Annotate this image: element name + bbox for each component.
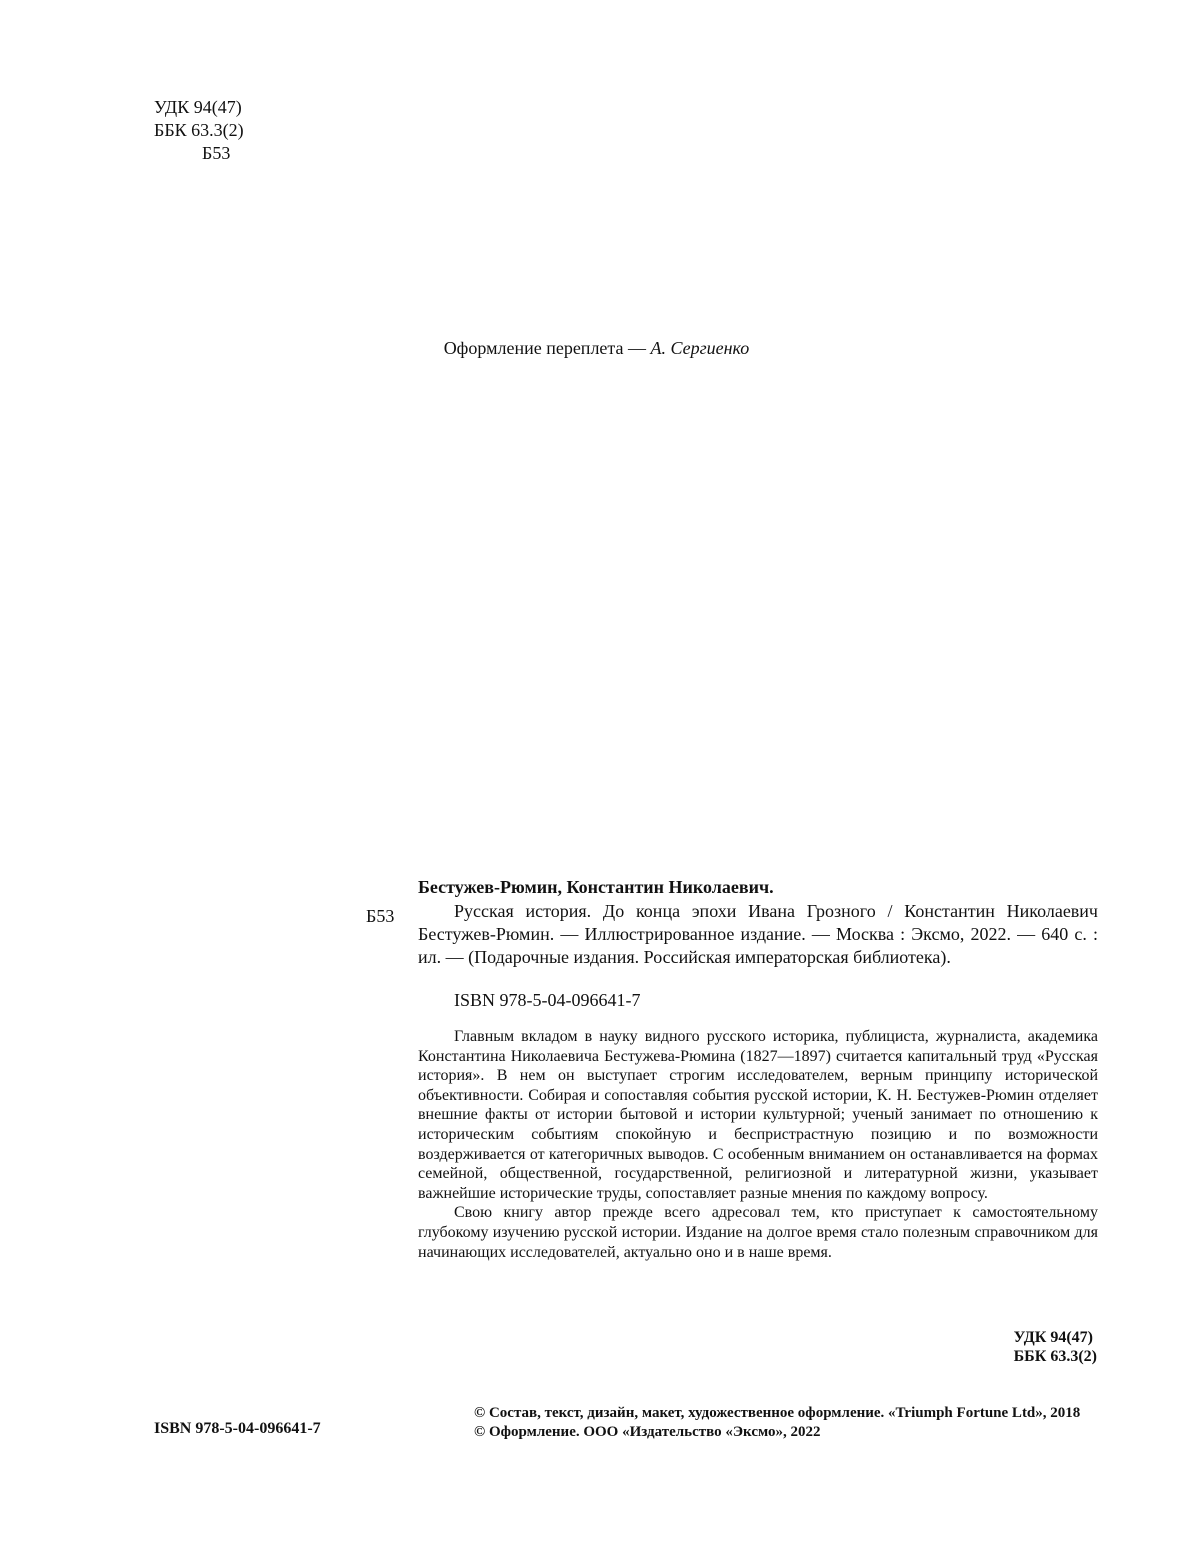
classification-codes-bottom [1014, 1328, 1097, 1366]
bibliographic-description: Русская история. До конца эпохи Ивана Грозного / Константин Николаевич Бестужев-Рюмин. — Иллюстрированное издание. — Москва : Эксмо, 2022. — 640 с. : ил. — (Подарочные издания. Российская императорская библиотека). [418, 901, 1098, 967]
author-heading: Бестужев-Рюмин, Константин Николаевич. [418, 877, 774, 897]
isbn-footer: ISBN 978-5-04-096641-7 [154, 1420, 321, 1437]
cover-design-credit [0, 338, 1193, 359]
copyright-line: © Оформление. ООО «Издательство «Эксмо», 2022 [474, 1424, 821, 1440]
bbk-code-bottom: ББК 63.3(2) [1013, 1348, 1097, 1365]
annotation-paragraph: Свою книгу автор прежде всего адресовал тем, кто приступает к самостоятельному глубокому изучению русской истории. Издание на долгое время стало полезным справочником для начинающих исследователей, актуально оно и в наше время. [418, 1204, 1098, 1261]
copyright-line: © Состав, текст, дизайн, макет, художественное оформление. «Triumph Fortune Ltd», 2018 [474, 1405, 1081, 1421]
record-author-mark: Б53 [366, 906, 395, 926]
udk-code: УДК 94(47) [154, 97, 242, 117]
classification-codes-top [154, 96, 244, 165]
bbk-code: ББК 63.3(2) [154, 120, 244, 140]
cover-design-label: Оформление переплета — [443, 338, 646, 358]
copyright-block [474, 1404, 1098, 1442]
annotation-paragraph: Главным вкладом в науку видного русского историка, публициста, журналиста, академика Константина Николаевича Бестужева-Рюмина (1827—1897) считается капитальный труд «Русская история». В нем он выступает строгим исследователем, верным принципу исторической объективности. Собирая и сопоставляя события русской истории, К. Н. Бестужев-Рюмин отделяет внешние факты от истории бытовой и истории культурной; ученый занимает по отношению к историческим событиям спокойную и беспристрастную позицию и по возможности воздерживается от категоричных выводов. С особенным вниманием он останавливается на формах семейной, общественной, государственной, религиозной и литературной жизни, указывает важнейшие исторические труды, сопоставляет разные мнения по каждому вопросу. [418, 1028, 1098, 1202]
annotation [418, 1027, 1098, 1262]
udk-code-bottom: УДК 94(47) [1013, 1329, 1093, 1346]
bibliographic-record [366, 876, 1098, 1262]
cover-designer-name: А. Сергиенко [650, 338, 750, 358]
record-isbn: ISBN 978-5-04-096641-7 [454, 990, 641, 1010]
author-mark: Б53 [202, 143, 231, 163]
